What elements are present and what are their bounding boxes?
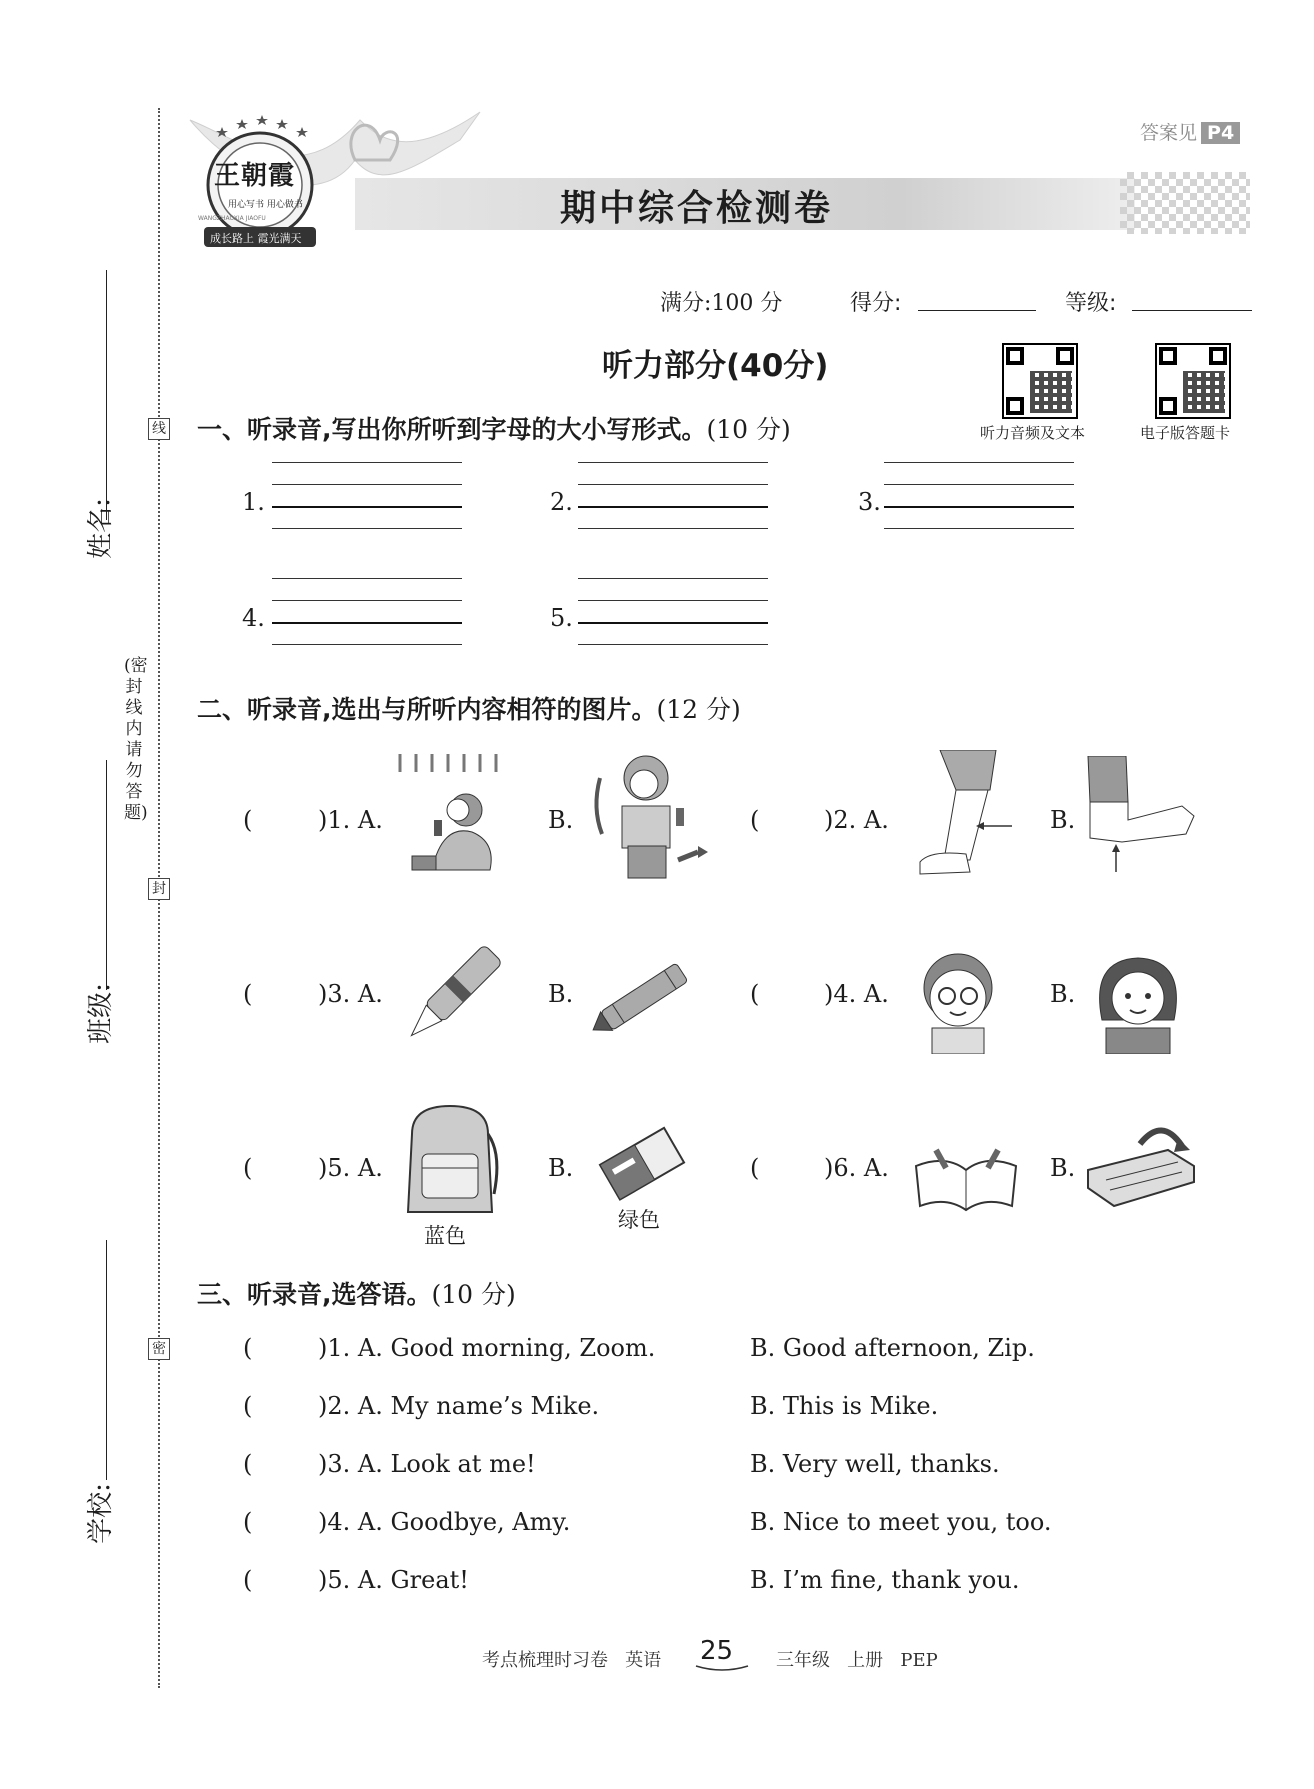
section2-title (197, 690, 741, 726)
s2-q1-label: )1. A. (318, 806, 383, 834)
girl-face-picture[interactable] (1082, 950, 1192, 1054)
s2-q3-paren[interactable]: ( (243, 980, 253, 1008)
grade-field[interactable] (1132, 290, 1252, 311)
s2-q5-b-caption: 绿色 (618, 1208, 660, 1232)
class-label: 班级: (85, 983, 116, 1044)
s2-q6-paren[interactable]: ( (750, 1154, 760, 1182)
s2-q2-paren[interactable]: ( (750, 806, 760, 834)
open-book-picture[interactable] (906, 1130, 1026, 1212)
eraser-picture[interactable] (596, 1120, 686, 1204)
school-field[interactable] (106, 1240, 107, 1480)
seal-mark-secret: 密 (148, 1338, 170, 1360)
s2-q4-paren[interactable]: ( (750, 980, 760, 1008)
brand-logo (198, 115, 318, 255)
s3-q2-paren[interactable]: ( (243, 1392, 253, 1420)
s3-q5-option-b: B. I’m fine, thank you. (750, 1566, 1020, 1594)
writing-line[interactable] (884, 528, 1074, 529)
footer-right: 三年级 上册 PEP (776, 1650, 938, 1671)
sitting-down-picture[interactable] (392, 752, 512, 880)
s1-item-1: 1. (242, 488, 265, 516)
writing-line[interactable] (578, 578, 768, 579)
writing-line[interactable] (272, 644, 462, 645)
logo-slogan (228, 197, 303, 210)
writing-line[interactable] (884, 462, 1074, 463)
logo-ring-text: WANGZHAOXIA JIAOFU (198, 215, 266, 222)
section1-title (197, 410, 791, 446)
listening-title: 听力部分(40分) (602, 348, 829, 384)
s3-q4-option-b: B. Nice to meet you, too. (750, 1508, 1052, 1536)
s2-q4-b-label: B. (1050, 980, 1076, 1008)
s3-q3-paren[interactable]: ( (243, 1450, 253, 1478)
writing-line[interactable] (578, 622, 768, 624)
writing-line[interactable] (578, 600, 768, 601)
writing-line[interactable] (578, 484, 768, 485)
stand-up-picture[interactable] (582, 748, 712, 880)
qr-answer-card-icon[interactable] (1155, 343, 1231, 419)
arm-picture[interactable] (1082, 756, 1202, 874)
s3-q4-option-a: )4. A. Goodbye, Amy. (318, 1508, 571, 1536)
section3-title (197, 1275, 516, 1311)
s2-q1-b-label: B. (548, 806, 574, 834)
s2-q4-label: )4. A. (824, 980, 889, 1008)
s2-q2-b-label: B. (1050, 806, 1076, 834)
section3-points: (10 分) (431, 1280, 516, 1309)
s2-q5-b-label: B. (548, 1154, 574, 1182)
pencil-box-picture[interactable] (1082, 1120, 1200, 1212)
s2-q1-paren[interactable]: ( (243, 806, 253, 834)
leg-picture[interactable] (900, 750, 1020, 882)
s3-q2-option-b: B. This is Mike. (750, 1392, 939, 1420)
crayon-picture[interactable] (584, 950, 704, 1046)
writing-line[interactable] (272, 462, 462, 463)
section3-title-text: 三、听录音,选答语。 (197, 1280, 432, 1309)
logo-text: 王朝霞 (214, 161, 296, 191)
schoolbag-picture[interactable] (398, 1104, 502, 1216)
seal-mark-line: 线 (148, 418, 170, 440)
banner-pattern (1120, 172, 1250, 234)
footer-left: 考点梳理时习卷 英语 (482, 1650, 662, 1671)
s3-q1-option-a: )1. A. Good morning, Zoom. (318, 1334, 656, 1362)
writing-line[interactable] (272, 506, 462, 508)
writing-line[interactable] (272, 484, 462, 485)
section2-points: (12 分) (656, 695, 741, 724)
pen-picture[interactable] (398, 940, 504, 1052)
binding-note: (密封线内请勿答题) (124, 656, 148, 823)
s3-q3-option-b: B. Very well, thanks. (750, 1450, 1000, 1478)
qr-audio-caption: 听力音频及文本 (980, 424, 1086, 442)
s2-q6-label: )6. A. (824, 1154, 889, 1182)
score-field[interactable] (918, 290, 1036, 311)
section1-points: (10 分) (706, 415, 791, 444)
boy-face-picture[interactable] (906, 948, 1010, 1054)
logo-slogan-2: 用心做书 (266, 200, 303, 210)
writing-line[interactable] (578, 644, 768, 645)
answer-reference (1140, 118, 1240, 145)
section2-title-text: 二、听录音,选出与所听内容相符的图片。 (197, 695, 657, 724)
writing-line[interactable] (578, 528, 768, 529)
score-label: 得分: (850, 291, 902, 316)
page-number-underline (694, 1664, 750, 1674)
s3-q5-option-a: )5. A. Great! (318, 1566, 469, 1594)
s2-q3-label: )3. A. (318, 980, 383, 1008)
section1-title-text: 一、听录音,写出你所听到字母的大小写形式。 (197, 415, 707, 444)
answer-ref-label: 答案见 (1140, 122, 1198, 144)
s3-q2-option-a: )2. A. My name’s Mike. (318, 1392, 600, 1420)
name-label: 姓名: (85, 498, 116, 559)
writing-line[interactable] (272, 600, 462, 601)
s3-q1-option-b: B. Good afternoon, Zip. (750, 1334, 1035, 1362)
grade-label: 等级: (1065, 291, 1117, 316)
qr-answer-caption: 电子版答题卡 (1140, 424, 1231, 442)
writing-line[interactable] (884, 484, 1074, 485)
full-score: 满分:100 分 (660, 291, 783, 316)
answer-page-badge: P4 (1201, 122, 1240, 144)
s1-item-4: 4. (242, 604, 265, 632)
s3-q1-paren[interactable]: ( (243, 1334, 253, 1362)
s2-q5-paren[interactable]: ( (243, 1154, 253, 1182)
s1-item-5: 5. (550, 604, 573, 632)
s3-q5-paren[interactable]: ( (243, 1566, 253, 1594)
s2-q5-a-caption: 蓝色 (424, 1224, 466, 1248)
page-title: 期中综合检测卷 (560, 188, 834, 229)
school-label: 学校: (85, 1483, 116, 1544)
s2-q5-label: )5. A. (318, 1154, 383, 1182)
qr-audio-icon[interactable] (1002, 343, 1078, 419)
s2-q6-b-label: B. (1050, 1154, 1076, 1182)
s1-item-2: 2. (550, 488, 573, 516)
logo-ribbon (210, 230, 302, 246)
seal-mark-seal: 封 (148, 878, 170, 900)
s2-q3-b-label: B. (548, 980, 574, 1008)
writing-line[interactable] (578, 462, 768, 463)
s3-q4-paren[interactable]: ( (243, 1508, 253, 1536)
writing-line[interactable] (272, 528, 462, 529)
logo-ribbon-1: 成长路上 (210, 232, 254, 245)
writing-line[interactable] (578, 506, 768, 508)
writing-line[interactable] (884, 506, 1074, 508)
name-field[interactable] (106, 270, 107, 520)
page-number: 25 (700, 1636, 734, 1666)
logo-slogan-1: 用心写书 (228, 200, 265, 210)
class-field[interactable] (106, 760, 107, 990)
logo-ribbon-2: 霞光满天 (257, 232, 302, 245)
writing-line[interactable] (272, 622, 462, 624)
s2-q2-label: )2. A. (824, 806, 889, 834)
writing-line[interactable] (272, 578, 462, 579)
s3-q3-option-a: )3. A. Look at me! (318, 1450, 536, 1478)
s1-item-3: 3. (858, 488, 881, 516)
